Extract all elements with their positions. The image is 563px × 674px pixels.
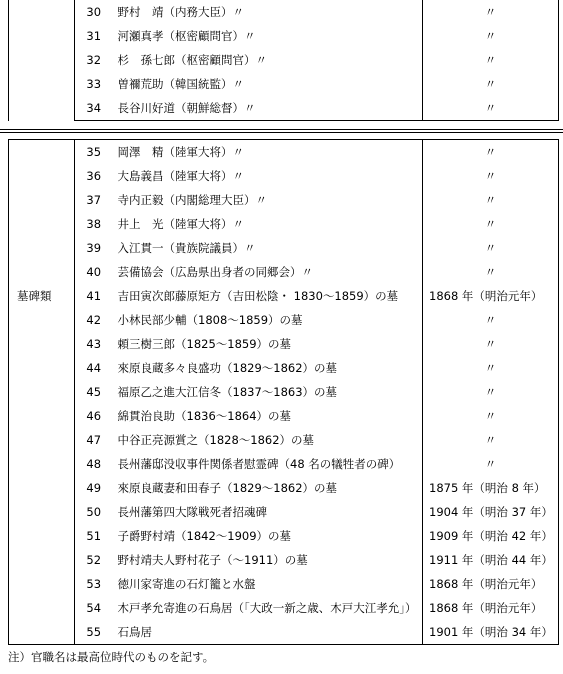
row-number: 41 [86, 289, 102, 303]
row-name: 來原良蔵妻和田春子（1829～1862）の墓 [113, 476, 423, 500]
row-number: 54 [86, 601, 102, 615]
row-name: 大島義昌（陸軍大将）〃 [113, 164, 423, 188]
row-year: 〃 [423, 356, 559, 380]
row-year: 〃 [423, 164, 559, 188]
row-year: 1875 年（明治 8 年） [423, 476, 559, 500]
row-year: 1911 年（明治 44 年） [423, 548, 559, 572]
row-number: 47 [86, 433, 102, 447]
row-year: 1904 年（明治 37 年） [423, 500, 559, 524]
row-year: 〃 [423, 72, 559, 96]
table-row [9, 356, 559, 380]
row-name: 福原乙之進大江信冬（1837～1863）の墓 [113, 380, 423, 404]
row-number: 50 [86, 505, 102, 519]
row-number: 38 [86, 217, 102, 231]
table-section-2 [8, 139, 559, 645]
table-row [9, 164, 559, 188]
table-row [9, 596, 559, 620]
table-row [9, 428, 559, 452]
row-year: 〃 [423, 452, 559, 476]
table-row [9, 452, 559, 476]
table-row [9, 524, 559, 548]
table-row [9, 236, 559, 260]
category-cell-empty [9, 140, 75, 285]
table-row [9, 188, 559, 212]
row-number: 53 [86, 577, 102, 591]
row-number: 48 [86, 457, 102, 471]
table-row [9, 24, 559, 48]
row-name: 長州藩邸没収事件関係者慰霊碑（48 名の犠牲者の碑） [113, 452, 423, 476]
table-row [9, 572, 559, 596]
table-row [9, 96, 559, 121]
row-number: 36 [86, 169, 102, 183]
row-year: 1901 年（明治 34 年） [423, 620, 559, 645]
table-row [9, 500, 559, 524]
row-number: 40 [86, 265, 102, 279]
table-row [9, 620, 559, 645]
row-year: 〃 [423, 24, 559, 48]
row-number: 33 [86, 77, 102, 91]
row-number: 45 [86, 385, 102, 399]
row-name: 來原良蔵多々良盛功（1829～1862）の墓 [113, 356, 423, 380]
row-name: 杉 孫七郎（枢密顧問官）〃 [113, 48, 423, 72]
footnote: 注）官職名は最高位時代のものを記す。 [8, 650, 215, 664]
row-number: 37 [86, 193, 102, 207]
row-year: 〃 [423, 380, 559, 404]
row-year: 〃 [423, 212, 559, 236]
row-name: 曽禰荒助（韓国統監）〃 [113, 72, 423, 96]
category-cell-empty [9, 0, 75, 121]
table-row [9, 212, 559, 236]
table-row [9, 140, 559, 165]
row-name: 中谷正亮源賞之（1828～1862）の墓 [113, 428, 423, 452]
row-name: 長州藩第四大隊戦死者招魂碑 [113, 500, 423, 524]
row-name: 長谷川好道（朝鮮総督）〃 [113, 96, 423, 121]
row-year: 1909 年（明治 42 年） [423, 524, 559, 548]
table-row [9, 284, 559, 308]
table-section-1 [8, 0, 559, 121]
row-year: 1868 年（明治元年） [423, 572, 559, 596]
row-name: 寺内正毅（内閣総理大臣）〃 [113, 188, 423, 212]
row-name: 岡澤 精（陸軍大将）〃 [113, 140, 423, 165]
table-row [9, 548, 559, 572]
row-name: 子爵野村靖（1842～1909）の墓 [113, 524, 423, 548]
table-row [9, 308, 559, 332]
row-year: 〃 [423, 428, 559, 452]
row-name: 徳川家寄進の石灯籠と水盤 [113, 572, 423, 596]
row-number: 34 [75, 96, 113, 121]
row-number: 49 [86, 481, 102, 495]
row-name: 石鳥居 [113, 620, 423, 645]
row-year: 〃 [423, 140, 559, 165]
row-year: 〃 [423, 48, 559, 72]
row-number: 35 [86, 145, 102, 159]
row-year: 〃 [423, 96, 559, 121]
row-name: 芸備協会（広島県出身者の同郷会）〃 [113, 260, 423, 284]
table-row [9, 0, 559, 24]
row-name: 井上 光（陸軍大将）〃 [113, 212, 423, 236]
row-year: 〃 [423, 0, 559, 24]
table-row [9, 404, 559, 428]
row-year: 〃 [423, 332, 559, 356]
row-year: 〃 [423, 260, 559, 284]
table-row [9, 332, 559, 356]
section-divider-top [0, 129, 563, 130]
row-year: 〃 [423, 308, 559, 332]
row-number: 46 [86, 409, 102, 423]
row-name: 頼三樹三郎（1825～1859）の墓 [113, 332, 423, 356]
row-number: 30 [86, 5, 102, 19]
row-name: 吉田寅次郎藤原矩方（吉田松陰・ 1830～1859）の墓 [113, 284, 423, 308]
row-name: 木戸孝允寄進の石鳥居（「大政一新之歳、木戸大江孝允」） [113, 596, 423, 620]
row-name: 河瀬真孝（枢密顧問官）〃 [113, 24, 423, 48]
section-divider-bottom [0, 132, 563, 133]
row-number: 52 [86, 553, 102, 567]
row-year: 1868 年（明治元年） [423, 284, 559, 308]
row-year: 〃 [423, 404, 559, 428]
row-number: 43 [86, 337, 102, 351]
table-row [9, 48, 559, 72]
row-year: 〃 [423, 236, 559, 260]
row-year: 〃 [423, 188, 559, 212]
category-cell: 墓碑類 [9, 284, 75, 645]
row-number: 39 [86, 241, 102, 255]
row-number: 42 [86, 313, 102, 327]
row-number: 32 [86, 53, 102, 67]
row-name: 小林民部少輔（1808～1859）の墓 [113, 308, 423, 332]
row-name: 野村靖夫人野村花子（～1911）の墓 [113, 548, 423, 572]
table-row [9, 476, 559, 500]
table-row [9, 260, 559, 284]
row-name: 入江貫一（貴族院議員）〃 [113, 236, 423, 260]
row-number: 44 [86, 361, 102, 375]
table-row [9, 380, 559, 404]
row-number: 51 [86, 529, 102, 543]
table-row [9, 72, 559, 96]
row-year: 1868 年（明治元年） [423, 596, 559, 620]
row-number: 55 [86, 625, 102, 639]
row-name: 綿貫治良助（1836～1864）の墓 [113, 404, 423, 428]
row-number: 31 [86, 29, 102, 43]
row-name: 野村 靖（内務大臣）〃 [113, 0, 423, 24]
